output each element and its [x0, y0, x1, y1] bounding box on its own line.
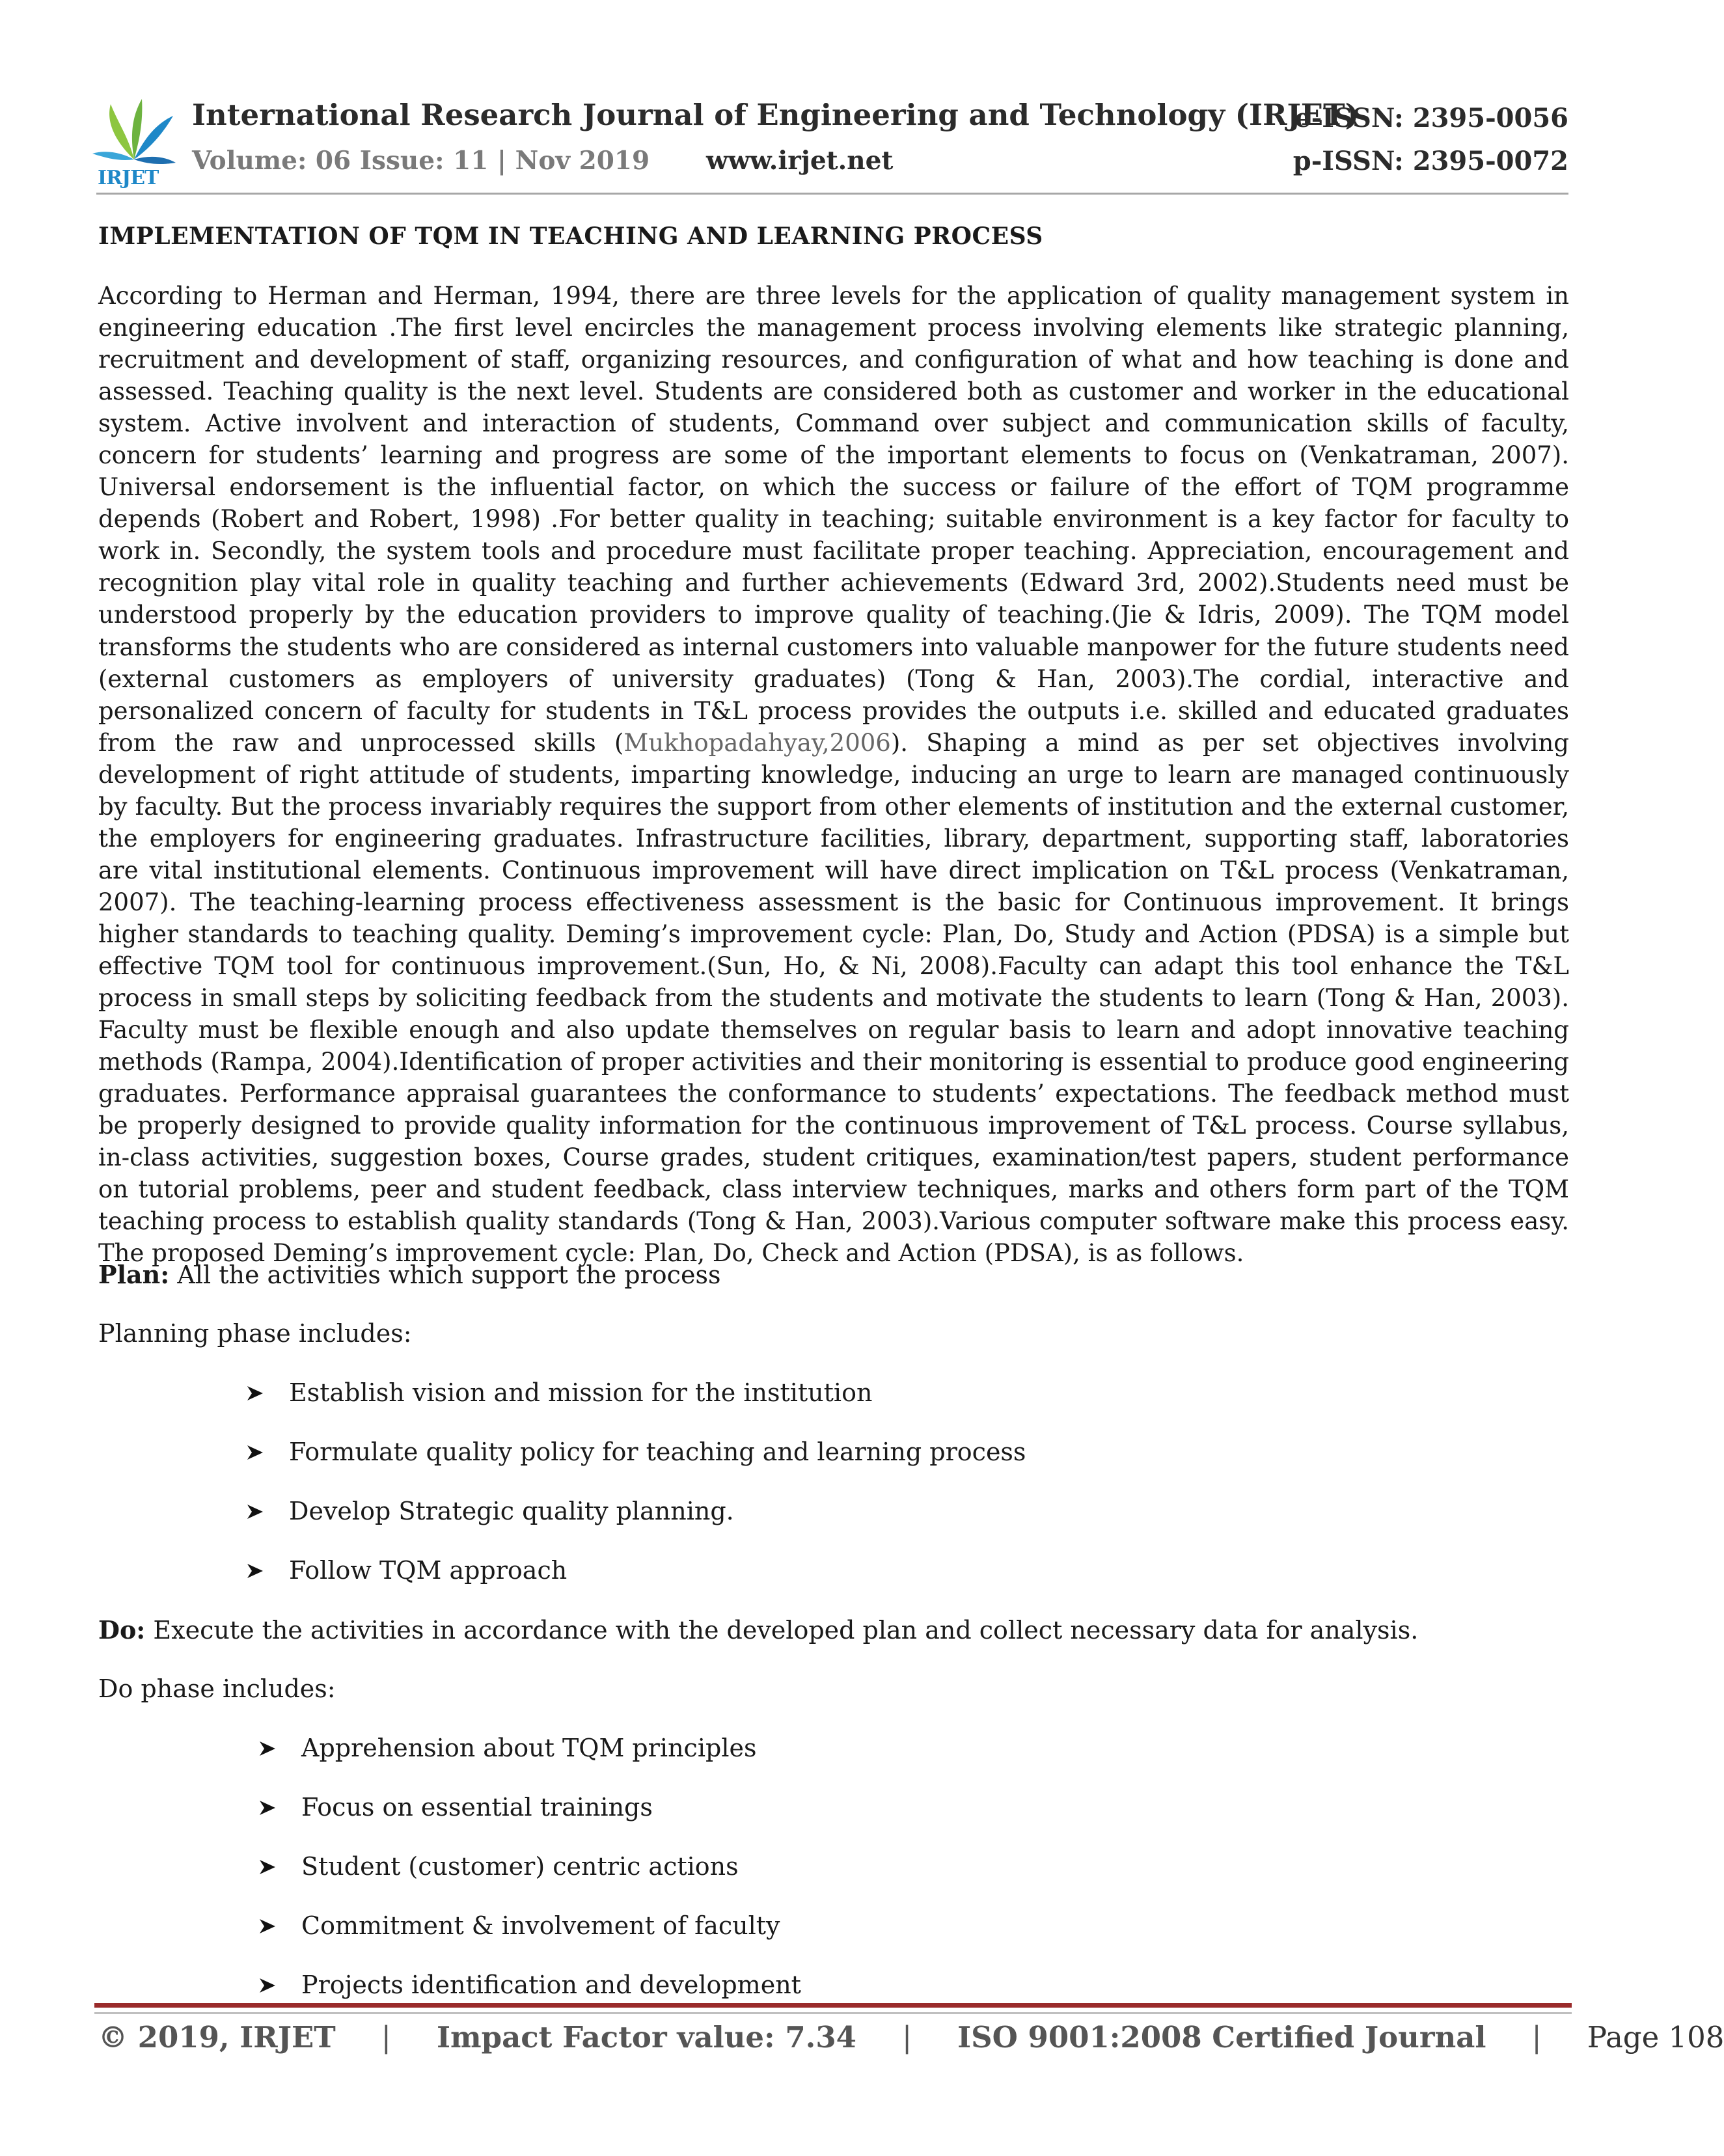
footer-rule [94, 2003, 1572, 2008]
list-item-label: Follow TQM approach [289, 1556, 568, 1585]
journal-website[interactable]: www.irjet.net [706, 146, 894, 176]
list-item [258, 1911, 780, 1940]
list-item-label: Commitment & involvement of faculty [301, 1911, 780, 1940]
list-item [246, 1378, 872, 1407]
list-item-label: Projects identification and development [301, 1971, 801, 1999]
list-item-label: Focus on essential trainings [301, 1793, 653, 1822]
footer-iso: ISO 9001:2008 Certified Journal [957, 2020, 1486, 2054]
irjet-logo [91, 98, 177, 195]
list-item [246, 1556, 567, 1585]
arrow-bullet-icon [246, 1384, 264, 1402]
arrow-bullet-icon [258, 1740, 277, 1758]
list-item-label: Establish vision and mission for the institution [289, 1378, 873, 1407]
volume-line: Volume: 06 Issue: 11 | Nov 2019 [192, 146, 650, 176]
body-paragraph [98, 280, 1569, 1269]
footer-rule-thin [94, 2012, 1572, 2014]
list-item-label: Apprehension about TQM principles [301, 1734, 757, 1762]
arrow-bullet-icon [258, 1917, 277, 1935]
paragraph-text-start: According to Herman and Herman, 1994, there are three levels for the application of quality management system in engineering education .The first level encircles the management process involving elements like strategic planning, recruitment and development of staff, organizing resources, and configuration of what and how teaching is done and assessed. Teaching quality is the next level. Students are considered both as customer and worker in the educational system. Active involvent and interaction of students, Command over subject and communication skills of faculty, concern for students’ learning and progress are some of the important elements to focus on (Venkatraman, 2007). Universal endorsement is the influential factor, on which the success or failure of the effort of TQM programme depends (Robert and Robert, 1998) .For better quality in teaching; suitable environment is a key factor for faculty to work in. Secondly, the system tools and procedure must facilitate proper teaching. Appreciation, encouragement and recognition play vital role in quality teaching and further achievements (Edward 3rd, 2002).Students need must be understood properly by the education providers to improve quality of teaching.(Jie & Idris, 2009). The TQM model transforms the students who are considered as internal customers into valuable manpower for the future students need (external customers as employers of university graduates) (Tong & Han, 2003).The cordial, interactive and personalized concern of faculty for students in T&L process provides the outputs i.e. skilled and educated graduates from the raw and unprocessed skills ( [98, 282, 1569, 757]
arrow-bullet-icon [258, 1976, 277, 1995]
list-item [258, 1852, 739, 1881]
citation-link: Mukhopadahyay,2006 [623, 728, 891, 757]
logo-text: IRJET [98, 167, 159, 189]
arrow-bullet-icon [246, 1443, 264, 1462]
paragraph-text-end: ). Shaping a mind as per set objectives involving development of right attitude of students, imparting knowledge, inducing an urge to learn are managed continuously by faculty. But the process invariably requires the support from other elements of institution and the external customer, the employers for engineering graduates. Infrastructure facilities, library, department, supporting staff, laboratories are vital institutional elements. Continuous improvement will have direct implication on T&L process (Venkatraman, 2007). The teaching-learning process effectiveness assessment is the basic for Continuous improvement. It brings higher standards to teaching quality. Deming’s improvement cycle: Plan, Do, Study and Action (PDSA) is a simple but effective TQM tool for continuous improvement.(Sun, Ho, & Ni, 2008).Faculty can adapt this tool enhance the T&L process in small steps by soliciting feedback from the students and motivate the students to learn (Tong & Han, 2003). Faculty must be flexible enough and also update themselves on regular basis to learn and adopt innovative teaching methods (Rampa, 2004).Identification of proper activities and their monitoring is essential to produce good engineering graduates. Performance appraisal guarantees the conformance to students’ expectations. The feedback method must be properly designed to provide quality information for the continuous improvement of T&L process. Course syllabus, in-class activities, suggestion boxes, Course grades, student critiques, examination/test papers, student performance on tutorial problems, peer and student feedback, class interview techniques, marks and others form part of the TQM teaching process to establish quality standards (Tong & Han, 2003).Various computer software make this process easy. The proposed Deming’s improvement cycle: Plan, Do, Check and Action (PDSA), is as follows. [98, 728, 1569, 1268]
p-issn: p-ISSN: 2395-0072 [1293, 146, 1568, 176]
plan-line [98, 1260, 720, 1289]
footer-impact-factor: Impact Factor value: 7.34 [436, 2020, 856, 2054]
plan-description: All the activities which support the process [169, 1261, 721, 1289]
list-item-label: Formulate quality policy for teaching and learning process [289, 1438, 1026, 1466]
list-item [246, 1438, 1026, 1466]
do-label: Do: [98, 1615, 146, 1644]
footer-copyright: © 2019, IRJET [98, 2020, 336, 2054]
page-footer [98, 2020, 1724, 2054]
arrow-bullet-icon [246, 1503, 264, 1521]
arrow-bullet-icon [258, 1799, 277, 1817]
section-title: IMPLEMENTATION OF TQM IN TEACHING AND LEARNING PROCESS [98, 223, 1043, 250]
arrow-bullet-icon [246, 1562, 264, 1580]
header-divider [96, 193, 1568, 195]
plan-intro: Planning phase includes: [98, 1319, 412, 1348]
footer-separator: | [381, 2020, 391, 2054]
footer-separator: | [901, 2020, 912, 2054]
list-item [258, 1971, 801, 1999]
list-item-label: Student (customer) centric actions [301, 1852, 739, 1881]
footer-separator: | [1531, 2020, 1542, 2054]
list-item-label: Develop Strategic quality planning. [289, 1497, 734, 1525]
plan-label: Plan: [98, 1260, 170, 1289]
e-issn: e-ISSN: 2395-0056 [1294, 103, 1568, 133]
page-number: Page 108 [1587, 2020, 1724, 2054]
journal-title: International Research Journal of Engineering and Technology (IRJET) [192, 98, 1359, 132]
do-description: Execute the activities in accordance with the developed plan and collect necessary data for analysis. [145, 1616, 1419, 1644]
arrow-bullet-icon [258, 1858, 277, 1876]
do-intro: Do phase includes: [98, 1674, 336, 1703]
list-item [246, 1497, 734, 1525]
do-line [98, 1615, 1418, 1644]
list-item [258, 1734, 756, 1762]
list-item [258, 1793, 653, 1822]
